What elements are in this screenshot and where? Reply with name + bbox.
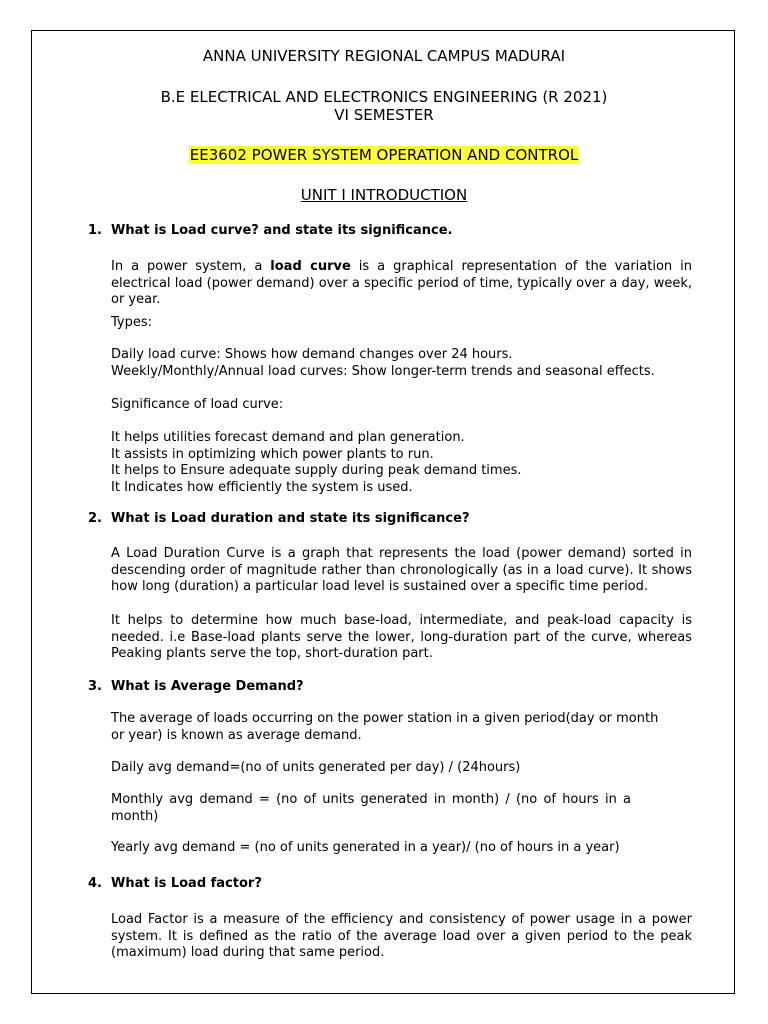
types-label: Types: bbox=[111, 315, 153, 330]
question-1-title: What is Load curve? and state its significance. bbox=[111, 223, 453, 238]
type-item: Daily load curve: Shows how demand changes over 24 hours. bbox=[111, 347, 513, 362]
programme-name: B.E ELECTRICAL AND ELECTRONICS ENGINEERING (R 2021) bbox=[160, 88, 608, 106]
daily-average-formula: Daily avg demand=(no of units generated per day) / (24hours) bbox=[111, 760, 521, 775]
yearly-average-formula: Yearly avg demand = (no of units generated in a year)/ (no of hours in a year) bbox=[111, 840, 620, 855]
significance-list bbox=[111, 430, 692, 496]
university-name: ANNA UNIVERSITY REGIONAL CAMPUS MADURAI bbox=[202, 47, 566, 65]
question-1-intro bbox=[111, 259, 692, 309]
question-3-number: 3. bbox=[88, 679, 102, 694]
unit-title: UNIT I INTRODUCTION bbox=[300, 186, 468, 204]
question-4-number: 4. bbox=[88, 876, 102, 891]
question-3-heading bbox=[88, 679, 304, 695]
question-4-heading bbox=[88, 876, 262, 892]
question-1-heading bbox=[88, 223, 453, 239]
intro-text: In a power system, a bbox=[111, 259, 271, 274]
question-1-number: 1. bbox=[88, 223, 102, 238]
significance-item: It Indicates how efficiently the system is used. bbox=[111, 479, 413, 495]
average-demand-definition: The average of loads occurring on the power station in a given period(day or month or year) is known as average demand. bbox=[111, 711, 659, 743]
course-title-line bbox=[0, 147, 768, 164]
question-2-para-2: It helps to determine how much base-load, intermediate, and peak-load capacity is needed. i.e Base-load plants serve the lower, long-duration part of the curve, whereas Peaking plants serve the top, short-duration part. bbox=[111, 613, 692, 661]
unit-line bbox=[0, 187, 768, 204]
question-2-title: What is Load duration and state its significance? bbox=[111, 511, 470, 526]
question-2-number: 2. bbox=[88, 511, 102, 526]
significance-item: It helps utilities forecast demand and plan generation. bbox=[111, 430, 465, 445]
load-factor-definition: Load Factor is a measure of the efficiency and consistency of power usage in a power system. It is defined as the ratio of the average load over a given period to the peak (maximum) load during that same period. bbox=[111, 912, 692, 960]
significance-item: It helps to Ensure adequate supply during peak demand times. bbox=[111, 463, 522, 478]
question-2-para-1: A Load Duration Curve is a graph that represents the load (power demand) sorted in descending order of magnitude rather than chronologically (as in a load curve). It shows how long (duration) a particular load level is sustained over a specific time period. bbox=[111, 546, 692, 594]
monthly-average-formula: Monthly avg demand = (no of units generated in month) / (no of hours in a month) bbox=[111, 792, 631, 824]
type-item: Weekly/Monthly/Annual load curves: Show longer-term trends and seasonal effects. bbox=[111, 363, 655, 379]
types-list bbox=[111, 347, 692, 380]
intro-bold-term: load curve bbox=[270, 259, 351, 274]
significance-item: It assists in optimizing which power plants to run. bbox=[111, 446, 434, 462]
course-title: EE3602 POWER SYSTEM OPERATION AND CONTROL bbox=[189, 146, 579, 164]
significance-label: Significance of load curve: bbox=[111, 397, 284, 412]
question-2-heading bbox=[88, 511, 470, 527]
question-4-title: What is Load factor? bbox=[111, 876, 262, 891]
intro-text-rest: is a graphical representation of the variation in electrical load (power demand) over a specific period of time, typically over a day, week, or year. bbox=[111, 259, 693, 307]
semester: VI SEMESTER bbox=[334, 106, 434, 124]
question-3-title: What is Average Demand? bbox=[111, 679, 304, 694]
